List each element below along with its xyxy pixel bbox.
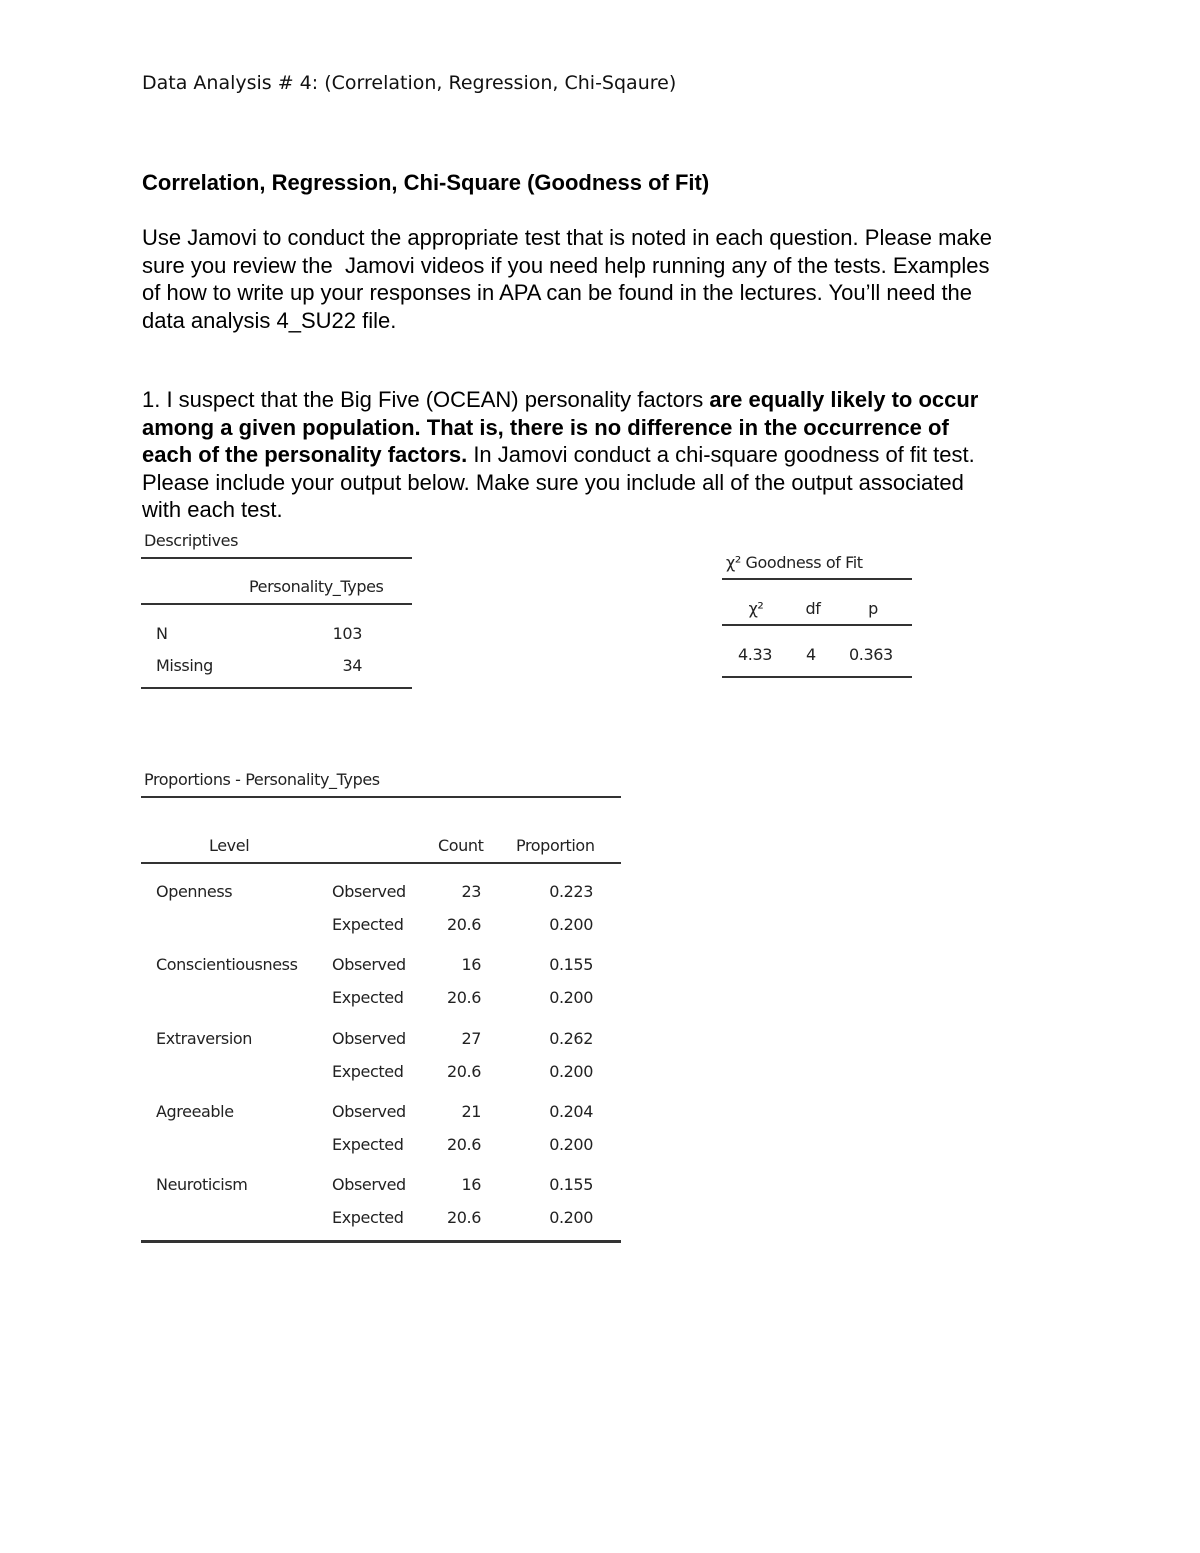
proportions-level: Openness bbox=[156, 882, 233, 901]
goodness-header: χ² bbox=[748, 599, 764, 618]
proportions-observed-label: Observed bbox=[332, 1102, 406, 1121]
proportions-expected-label: Expected bbox=[332, 1135, 404, 1154]
question-text: 1. I suspect that the Big Five (OCEAN) personality factors bbox=[142, 387, 710, 412]
proportions-observed-proportion: 0.262 bbox=[549, 1029, 593, 1048]
proportions-observed-count: 16 bbox=[461, 1175, 481, 1194]
question-1-line bbox=[142, 386, 1082, 414]
proportions-level: Neuroticism bbox=[156, 1175, 248, 1194]
intro-line: of how to write up your responses in APA can be found in the lectures. You’ll need the bbox=[142, 280, 973, 305]
proportions-observed-proportion: 0.204 bbox=[549, 1102, 593, 1121]
goodness-value: 0.363 bbox=[849, 645, 893, 664]
proportions-expected-proportion: 0.200 bbox=[549, 915, 593, 934]
proportions-observed-count: 21 bbox=[461, 1102, 481, 1121]
descriptives-row-value: 103 bbox=[332, 624, 362, 643]
table-rule bbox=[141, 796, 621, 798]
proportions-expected-label: Expected bbox=[332, 915, 404, 934]
proportions-level: Conscientiousness bbox=[156, 955, 298, 974]
descriptives-row-value: 34 bbox=[342, 656, 362, 675]
proportions-observed-count: 16 bbox=[461, 955, 481, 974]
question-1-line: with each test. bbox=[142, 497, 283, 522]
proportions-header-level: Level bbox=[209, 836, 250, 855]
proportions-expected-count: 20.6 bbox=[446, 1208, 481, 1227]
proportions-expected-label: Expected bbox=[332, 1062, 404, 1081]
proportions-expected-count: 20.6 bbox=[446, 1062, 481, 1081]
table-rule bbox=[141, 1240, 621, 1243]
proportions-observed-count: 27 bbox=[461, 1029, 481, 1048]
proportions-expected-proportion: 0.200 bbox=[549, 1062, 593, 1081]
intro-line: data analysis 4_SU22 file. bbox=[142, 307, 397, 333]
question-1-line bbox=[142, 441, 1082, 469]
descriptives-row-label: N bbox=[156, 624, 168, 643]
question-text: In Jamovi conduct a chi-square goodness of fit test. bbox=[467, 442, 975, 467]
proportions-observed-proportion: 0.155 bbox=[549, 1175, 593, 1194]
intro-paragraph bbox=[142, 224, 1082, 334]
question-emphasis: each of the personality factors. bbox=[142, 442, 468, 467]
goodness-header: df bbox=[805, 599, 821, 618]
page-header: Data Analysis # 4: (Correlation, Regression, Chi-Sqaure) bbox=[142, 72, 677, 94]
proportions-level: Agreeable bbox=[156, 1102, 234, 1121]
question-emphasis: among a given population. That is, there is no difference in the occurrence of bbox=[142, 414, 949, 440]
proportions-observed-proportion: 0.155 bbox=[549, 955, 593, 974]
proportions-expected-count: 20.6 bbox=[446, 988, 481, 1007]
proportions-expected-proportion: 0.200 bbox=[549, 1135, 593, 1154]
proportions-expected-proportion: 0.200 bbox=[549, 1208, 593, 1227]
proportions-expected-label: Expected bbox=[332, 988, 404, 1007]
proportions-header-count: Count bbox=[438, 836, 484, 855]
table-rule bbox=[141, 603, 412, 605]
goodness-header: p bbox=[868, 599, 878, 618]
table-rule bbox=[141, 862, 621, 864]
question-1 bbox=[142, 386, 1082, 524]
intro-line: Use Jamovi to conduct the appropriate test that is noted in each question. Please make bbox=[142, 225, 992, 250]
goodness-title: χ² Goodness of Fit bbox=[726, 553, 863, 572]
proportions-observed-proportion: 0.223 bbox=[549, 882, 593, 901]
descriptives-title: Descriptives bbox=[144, 531, 239, 550]
proportions-expected-proportion: 0.200 bbox=[549, 988, 593, 1007]
goodness-value: 4 bbox=[806, 645, 816, 664]
descriptives-column-header: Personality_Types bbox=[249, 577, 384, 596]
proportions-observed-count: 23 bbox=[461, 882, 481, 901]
proportions-observed-label: Observed bbox=[332, 882, 406, 901]
proportions-title: Proportions - Personality_Types bbox=[144, 770, 380, 789]
proportions-header-proportion: Proportion bbox=[516, 836, 595, 855]
descriptives-row-label: Missing bbox=[156, 656, 213, 675]
proportions-expected-label: Expected bbox=[332, 1208, 404, 1227]
question-1-line: Please include your output below. Make sure you include all of the output associated bbox=[142, 469, 964, 495]
table-rule bbox=[722, 624, 912, 626]
table-rule bbox=[141, 687, 412, 689]
proportions-observed-label: Observed bbox=[332, 1029, 406, 1048]
proportions-observed-label: Observed bbox=[332, 955, 406, 974]
proportions-level: Extraversion bbox=[156, 1029, 253, 1048]
intro-line: sure you review the Jamovi videos if you need help running any of the tests. Examples bbox=[142, 252, 990, 278]
proportions-observed-label: Observed bbox=[332, 1175, 406, 1194]
table-rule bbox=[722, 578, 912, 580]
goodness-value: 4.33 bbox=[738, 645, 773, 664]
question-1-line bbox=[142, 414, 1082, 442]
question-emphasis: are equally likely to occur bbox=[709, 387, 979, 412]
table-rule bbox=[722, 676, 912, 678]
section-title: Correlation, Regression, Chi-Square (Goodness of Fit) bbox=[142, 170, 710, 195]
table-rule bbox=[141, 557, 412, 559]
proportions-expected-count: 20.6 bbox=[446, 1135, 481, 1154]
proportions-expected-count: 20.6 bbox=[446, 915, 481, 934]
